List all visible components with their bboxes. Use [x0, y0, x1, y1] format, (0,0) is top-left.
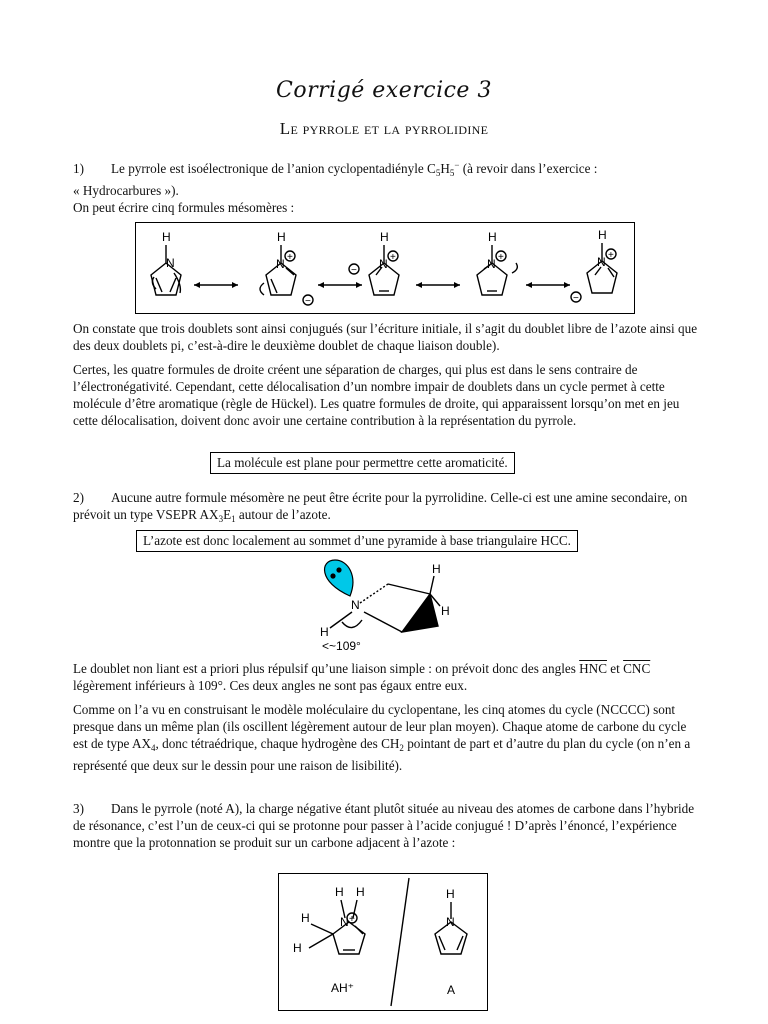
q1-number: 1) — [73, 161, 84, 176]
svg-text:H: H — [441, 604, 450, 618]
paragraph-conjugues: On constate que trois doublets sont ainsi conjugués (sur l’écriture initiale, il s’agit du doublet libre de l’azote ainsi que des deux doublets pi, c’est-à-dire le deuxième doublet de chaque liaison double). — [73, 321, 698, 353]
q2-sub2: 1 — [231, 514, 236, 524]
svg-text:+: + — [390, 252, 396, 263]
doublet-text-b: et — [607, 661, 620, 676]
svg-text:N: N — [351, 598, 360, 612]
q1-text-after: (à revoir dans l’exercice : — [459, 161, 598, 176]
svg-text:H: H — [301, 911, 310, 925]
svg-text:−: − — [351, 265, 357, 276]
angle-hnc: $\overline{HNC}$ — [579, 661, 607, 676]
q1-h: H — [440, 161, 450, 176]
svg-text:N: N — [446, 915, 455, 929]
q2-e: E — [223, 507, 232, 522]
paragraph-certes: Certes, les quatre formules de droite créent une séparation de charges, qui plus est dans le sens contraire de l’électronégativité. Cependant, cette délocalisation d’un nombre impair de doublets dans un cycle permet à cette molécule d’être aromatique (règle de Hückel). Les quatre formules de droite, qui apparaissent lorsqu’on met en jeu cette délocalisation, doivent donc avoir une certaine contribution à la représentation du pyrrole. — [73, 362, 680, 428]
q2-paragraph — [73, 489, 698, 528]
paragraph-comme — [73, 701, 698, 774]
q2-text: Aucune autre formule mésomère ne peut être écrite pour la pyrrolidine. Celle-ci est une amine secondaire, on prévoit un type VSEPR AX — [73, 490, 688, 522]
box-plane: La molécule est plane pour permettre cette aromaticité. — [210, 452, 515, 474]
svg-text:H: H — [162, 230, 171, 244]
svg-text:N: N — [166, 256, 175, 270]
doublet-text-a: Le doublet non liant est a priori plus répulsif qu’une liaison simple : on prévoit donc des angles — [73, 661, 580, 676]
q1-text: Le pyrrole est isoélectronique de l’anion cyclopentadiényle C — [111, 161, 436, 176]
q3-number: 3) — [73, 801, 84, 816]
svg-text:H: H — [293, 941, 302, 955]
lone-pair-lobe — [325, 560, 353, 596]
svg-text:−: − — [573, 293, 579, 304]
mesomeres-intro: On peut écrire cinq formules mésomères : — [73, 200, 295, 215]
svg-text:−: − — [305, 296, 311, 307]
svg-text:+: + — [287, 252, 293, 263]
q2-text-after: autour de l’azote. — [235, 507, 331, 522]
angle-cnc: $\overline{CNC}$ — [623, 661, 651, 676]
comme-text-c: pointant de part et d’autre du plan du cycle (on n’en a représenté que deux sur le dessin pour une raison de lisibilité). — [73, 736, 691, 773]
svg-text:+: + — [608, 250, 614, 261]
acid-base-figure — [278, 873, 488, 1011]
svg-text:H: H — [335, 885, 344, 899]
box-pyramide: L’azote est donc localement au sommet d’une pyramide à base triangulaire HCC. — [136, 530, 578, 552]
pyrrolidine-figure — [300, 556, 460, 656]
doublet-text-c: légèrement inférieurs à 109°. Ces deux angles ne sont pas égaux entre eux. — [73, 678, 468, 693]
q1-paragraph — [73, 157, 698, 199]
q2-sub1: 3 — [218, 514, 224, 524]
svg-text:N: N — [597, 255, 606, 269]
comme-sub1: 4 — [151, 743, 156, 753]
resonance-svg — [136, 223, 634, 313]
comme-text-a: Comme on l’a vu en construisant le modèle moléculaire du cyclopentane, les cinq atomes du cycle (NCCCC) sont presque dans un même plan (ils oscillent légèrement autour de leur plan moyen). Chaque atome de carbone du cycle est de type AX — [73, 702, 687, 751]
svg-text:H: H — [277, 230, 286, 244]
svg-text:H: H — [598, 228, 607, 242]
angle-label: <~109° — [322, 639, 361, 653]
svg-text:H: H — [488, 230, 497, 244]
svg-text:+: + — [498, 252, 504, 263]
resonance-figure — [135, 222, 635, 314]
svg-text:N: N — [379, 257, 388, 271]
svg-text:N: N — [276, 257, 285, 271]
svg-text:H: H — [320, 625, 329, 639]
q2-number: 2) — [73, 490, 84, 505]
page-subtitle: Le pyrrole et la pyrrolidine — [279, 119, 489, 138]
acid-base-svg — [279, 874, 487, 1010]
label-a: A — [447, 983, 456, 997]
a-h-label: H — [446, 887, 455, 901]
paragraph-doublet — [73, 660, 698, 694]
ah-n-label: N — [340, 915, 349, 929]
q3-text: Dans le pyrrole (noté A), la charge négative étant plutôt située au niveau des atomes de carbone dans l’hybride de résonance, c’est l’un de ceux-ci qui se protonne pour passer à l’acide conjugué ! D’après l’énoncé, l’expérience montre que la protonnation se produit sur un carbone adjacent à l’azote : — [73, 801, 695, 850]
q1-charge: − — [454, 160, 460, 170]
comme-text-b: , donc tétraédrique, chaque hydrogène des CH — [155, 736, 400, 751]
label-ah: AH⁺ — [331, 981, 355, 995]
svg-text:H: H — [380, 230, 389, 244]
svg-text:H: H — [432, 562, 441, 576]
comme-sub2: 2 — [399, 743, 404, 753]
svg-text:N: N — [487, 257, 496, 271]
page-title: Corrigé exercice 3 — [276, 78, 492, 103]
svg-text:+: + — [349, 914, 355, 925]
q1-line2: « Hydrocarbures »). — [73, 183, 179, 198]
q1-sub1: 5 — [435, 168, 441, 178]
q3-paragraph — [73, 800, 698, 851]
q1-sub2: 5 — [449, 168, 455, 178]
svg-text:H: H — [356, 885, 365, 899]
